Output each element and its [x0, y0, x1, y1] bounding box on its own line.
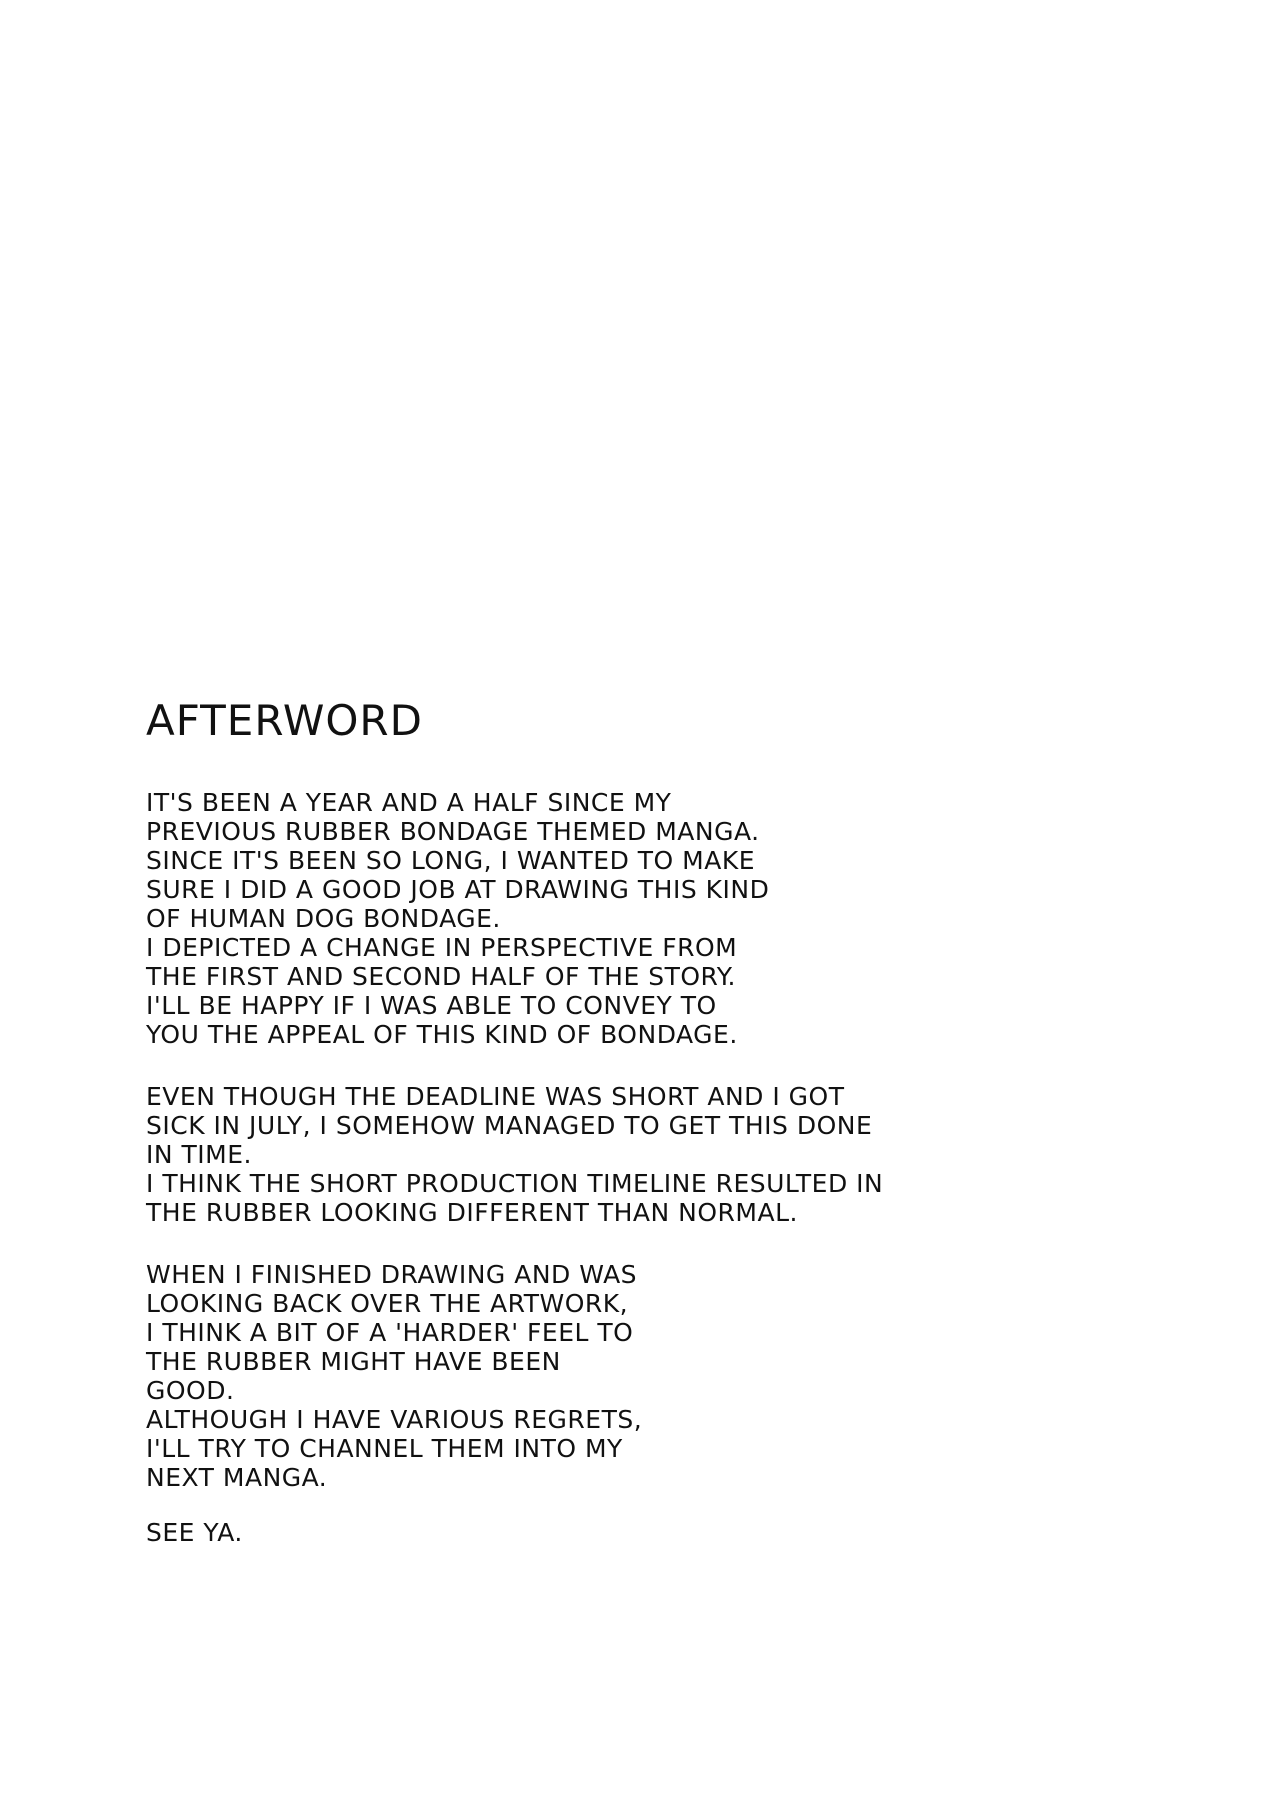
text-line: SICK IN JULY, I SOMEHOW MANAGED TO GET THIS DONE: [146, 1111, 873, 1140]
text-line: I DEPICTED A CHANGE IN PERSPECTIVE FROM: [146, 933, 738, 962]
text-line: GOOD.: [146, 1376, 235, 1405]
text-line: I'LL BE HAPPY IF I WAS ABLE TO CONVEY TO: [146, 991, 717, 1020]
text-line: PREVIOUS RUBBER BONDAGE THEMED MANGA.: [146, 817, 760, 846]
text-line: IT'S BEEN A YEAR AND A HALF SINCE MY: [146, 788, 672, 817]
text-line: SURE I DID A GOOD JOB AT DRAWING THIS KIND: [146, 875, 770, 904]
text-line: THE RUBBER LOOKING DIFFERENT THAN NORMAL.: [146, 1198, 798, 1227]
text-line: EVEN THOUGH THE DEADLINE WAS SHORT AND I GOT: [146, 1082, 845, 1111]
text-line: YOU THE APPEAL OF THIS KIND OF BONDAGE.: [146, 1020, 738, 1049]
text-line: ALTHOUGH I HAVE VARIOUS REGRETS,: [146, 1405, 643, 1434]
text-line: SINCE IT'S BEEN SO LONG, I WANTED TO MAKE: [146, 846, 756, 875]
text-line: I THINK THE SHORT PRODUCTION TIMELINE RESULTED IN: [146, 1169, 884, 1198]
text-line: THE RUBBER MIGHT HAVE BEEN: [146, 1347, 561, 1376]
text-line: I'LL TRY TO CHANNEL THEM INTO MY: [146, 1434, 623, 1463]
afterword-content: [146, 696, 1146, 1547]
text-line: LOOKING BACK OVER THE ARTWORK,: [146, 1289, 629, 1318]
paragraph-2: [146, 1082, 1146, 1227]
text-line: WHEN I FINISHED DRAWING AND WAS: [146, 1260, 638, 1289]
text-line: OF HUMAN DOG BONDAGE.: [146, 904, 501, 933]
text-line: SEE YA.: [146, 1518, 243, 1547]
paragraph-1: [146, 788, 1146, 1049]
text-line: THE FIRST AND SECOND HALF OF THE STORY.: [146, 962, 736, 991]
text-line: I THINK A BIT OF A 'HARDER' FEEL TO: [146, 1318, 634, 1347]
page-title: AFTERWORD: [146, 696, 423, 745]
text-line: NEXT MANGA.: [146, 1463, 328, 1492]
paragraph-3: [146, 1260, 1146, 1492]
paragraph-4: [146, 1518, 1146, 1547]
text-line: IN TIME.: [146, 1140, 252, 1169]
